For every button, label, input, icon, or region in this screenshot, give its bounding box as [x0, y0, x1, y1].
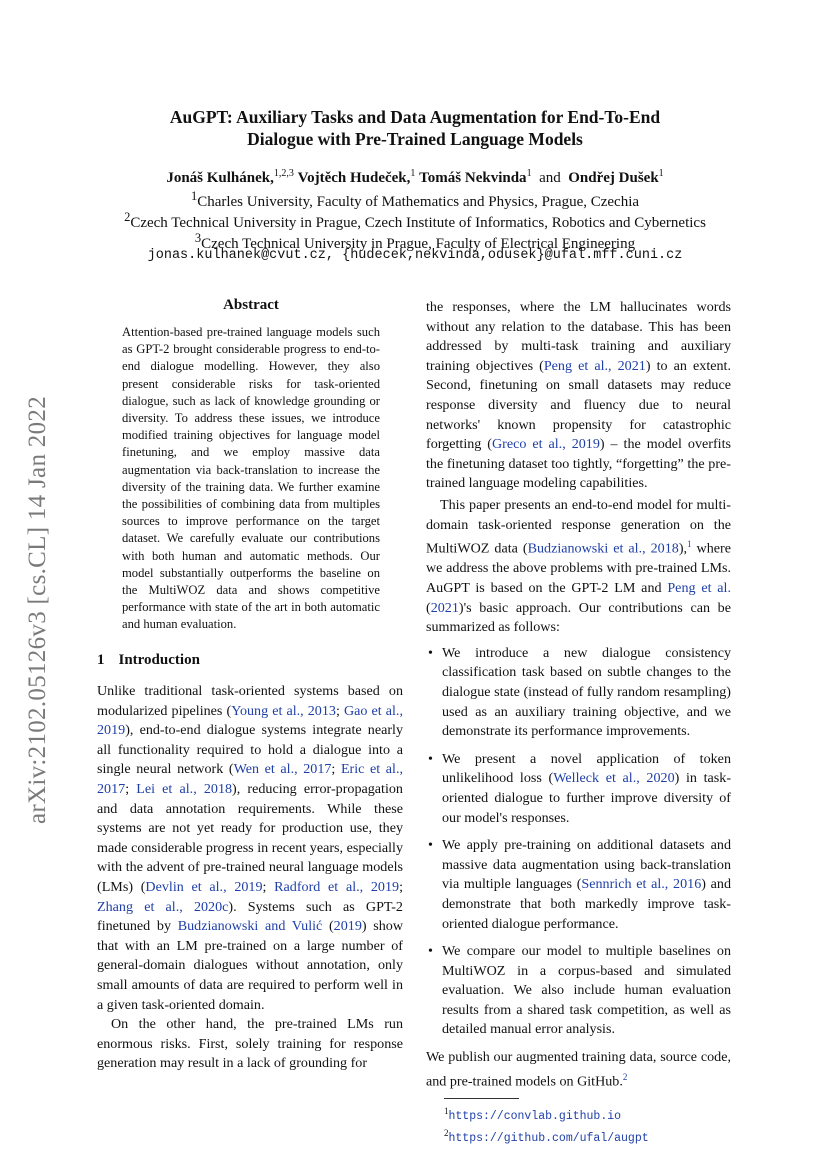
citation-link[interactable]: Greco et al., 2019 — [491, 436, 600, 453]
left-column — [97, 682, 403, 1074]
section-title: Introduction — [118, 652, 200, 668]
paper-title — [90, 106, 740, 150]
title-line-2: Dialogue with Pre-Trained Language Models — [247, 129, 583, 149]
text-run: ( — [322, 918, 334, 935]
author-affil-sup: 1,2,3 — [273, 168, 294, 179]
citation-link[interactable]: Gao et al., 2019 — [97, 702, 403, 739]
text-run: This paper presents an end-to-end model for multi-domain task-oriented response generation on the MultiWOZ data ( — [426, 496, 731, 557]
affiliation-text: Charles University, Faculty of Mathematics and Physics, Prague, Czechia — [197, 194, 640, 210]
text-run: )'s basic approach. Our contributions can be summarized as follows: — [426, 599, 731, 636]
arxiv-sidebar — [18, 370, 58, 850]
citation-link[interactable]: 2021 — [430, 599, 459, 616]
text-run: We present a novel application of token unlikelihood loss ( — [442, 750, 731, 787]
citation-link[interactable]: Young et al., 2013 — [231, 702, 336, 719]
affiliation-text: Czech Technical University in Prague, Faculty of Electrical Engineering — [201, 236, 636, 252]
affiliation-text: Czech Technical University in Prague, Czech Institute of Informatics, Robotics and Cybernetics — [130, 215, 706, 231]
footnote-mark[interactable]: 1 — [687, 539, 692, 550]
footnote — [426, 1103, 731, 1125]
footnote-url[interactable]: https://convlab.github.io — [448, 1109, 622, 1123]
text-run: ) – the model overfits the finetuning dataset too tightly, “forgetting” the pre-trained language modeling capabilities. — [426, 436, 731, 492]
intro-paragraph-2-continued — [426, 298, 731, 494]
text-run: We publish our augmented training data, source code, and pre-trained models on GitHub. — [426, 1049, 731, 1090]
footnote-url[interactable]: https://github.com/ufal/augpt — [448, 1131, 649, 1145]
intro-paragraph-2: On the other hand, the pre-trained LMs run enormous risks. First, solely training for response generation may result in a lack of grounding for — [97, 1016, 403, 1072]
intro-paragraph-1 — [97, 682, 403, 1015]
text-run: We introduce a new dialogue consistency classification task based on subtle changes to the dialogue state (instead of fully random resampling) used as an auxiliary training objective, and we demonstrate its performance improvements. — [442, 644, 731, 740]
footnote-divider — [444, 1098, 519, 1099]
author-name: Jonáš Kulhánek, — [166, 170, 274, 186]
title-line-1: AuGPT: Auxiliary Tasks and Data Augmentation for End-To-End — [169, 107, 661, 127]
footnote-number: 2 — [444, 1127, 449, 1138]
author-emails: jonas.kulhanek@cvut.cz, {hudecek,nekvinda,odusek}@ufal.mff.cuni.cz — [147, 248, 683, 263]
text-run: ), end-to-end dialogue systems integrate nearly all functionality required to hold a dialogue into a single neural network ( — [97, 722, 403, 778]
arxiv-identifier: arXiv:2102.05126v3 [cs.CL] 14 Jan 2022 — [24, 395, 51, 825]
abstract-heading: Abstract — [223, 297, 279, 313]
text-run: ; — [262, 878, 275, 895]
list-item — [442, 750, 731, 828]
citation-link[interactable]: Welleck et al., 2020 — [553, 770, 675, 787]
affiliation-sup: 3 — [194, 231, 202, 245]
author-name: Ondřej Dušek — [568, 170, 659, 186]
author-affil-sup: 1 — [658, 168, 664, 179]
citation-link[interactable]: Budzianowski and Vulić — [177, 918, 323, 935]
text-run: ) show that with an LM pre-trained on a large number of general-domain dialogues without annotation, only small amounts of data are required to perform well in a given task-oriented domain. — [97, 918, 403, 1013]
intro-paragraph-4 — [426, 1048, 731, 1092]
text-run: We compare our model to multiple baselines on MultiWOZ in a corpus-based and simulated evaluation. We also include human evaluation results from a shared task competition, as well as detailed manual error analysis. — [442, 943, 731, 1038]
citation-link[interactable]: Peng et al., 2021 — [543, 357, 646, 374]
text-run: ; — [125, 780, 137, 797]
author-affil-sup: 1 — [410, 168, 416, 179]
author-affil-sup: 1 — [526, 168, 532, 179]
footnote-number: 1 — [444, 1105, 449, 1116]
text-run: ). Systems such as GPT-2 finetuned by — [97, 898, 403, 935]
citation-link[interactable]: Eric et al., 2017 — [97, 761, 403, 797]
affiliation-sup: 1 — [190, 189, 198, 203]
section-heading-introduction — [97, 652, 200, 669]
text-run: the responses, where the LM hallucinates words without any relation to the database. This has been addressed by multi-task training and auxiliary training objectives ( — [426, 299, 731, 374]
section-number: 1 — [97, 652, 105, 668]
text-run: ; — [331, 761, 341, 778]
footnote-mark[interactable]: 2 — [622, 1071, 628, 1082]
citation-link[interactable]: Devlin et al., 2019 — [145, 878, 263, 895]
text-run: ( — [426, 599, 431, 616]
author-and: and — [539, 170, 561, 186]
text-run: ; — [335, 702, 344, 719]
intro-paragraph-3 — [426, 496, 731, 638]
text-run: ) to an extent. Second, finetuning on small datasets may reduce response diversity and fluency due to neural networks' known propensity for catastrophic forgetting ( — [426, 357, 731, 453]
citation-link[interactable]: Budzianowski et al., 2018 — [527, 540, 679, 557]
citation-link[interactable]: Peng et al. — [667, 580, 731, 596]
text-run: We apply pre-training on additional datasets and massive data augmentation using back-translation via multiple languages ( — [442, 837, 731, 893]
list-item — [442, 942, 731, 1040]
citation-link[interactable]: Radford et al., 2019 — [274, 878, 400, 895]
citation-link[interactable]: Wen et al., 2017 — [233, 761, 332, 778]
citation-link[interactable]: Zhang et al., 2020c — [97, 898, 229, 915]
right-column — [426, 298, 731, 1147]
text-run: ) and demonstrate that both markedly improve task-oriented dialogue performance. — [442, 876, 732, 932]
abstract-text: Attention-based pre-trained language models such as GPT-2 brought considerable progress to end-to-end dialogue modelling. However, they also present considerable risks for task-oriented dialogue, such as lack of knowledge grounding or diversity. To address these issues, we introduce modified training objectives for language model finetuning, and we employ massive data augmentation via back-translation to increase the diversity of the training data. We further examine the possibilities of combining data from multiples sources to improve performance on the target dataset. We carefully evaluate our contributions with both human and automatic methods. Our model substantially outperforms the baseline on the MultiWOZ data and shows competitive performance with state of the art in both automatic and human evaluation. — [122, 325, 380, 632]
text-run: ), — [678, 540, 688, 557]
text-run: ) in task-oriented dialogue to further improve diversity of our model's responses. — [442, 770, 732, 826]
text-run: ; — [399, 878, 403, 895]
text-run: Unlike traditional task-oriented systems based on modularized pipelines ( — [97, 683, 403, 719]
list-item — [442, 644, 731, 742]
citation-link[interactable]: Lei et al., 2018 — [136, 780, 233, 797]
affiliation-sup: 2 — [124, 210, 131, 224]
text-run: ), reducing error-propagation and data annotation requirements. While these systems are not yet ready for production use, they made considerable progress in recent years, especially with the advent of pre-trained neural language models (LMs) ( — [97, 780, 403, 895]
list-item — [442, 836, 731, 934]
citation-link[interactable]: Sennrich et al., 2016 — [581, 876, 702, 893]
citation-link[interactable]: 2019 — [333, 918, 362, 935]
author-name: Tomáš Nekvinda — [419, 170, 527, 186]
contribution-list — [426, 644, 731, 1040]
text-run: where we address the above problems with pre-trained LMs. AuGPT is based on the GPT-2 LM and — [426, 540, 731, 596]
author-name: Vojtěch Hudeček, — [297, 170, 411, 186]
footnote — [426, 1125, 731, 1147]
